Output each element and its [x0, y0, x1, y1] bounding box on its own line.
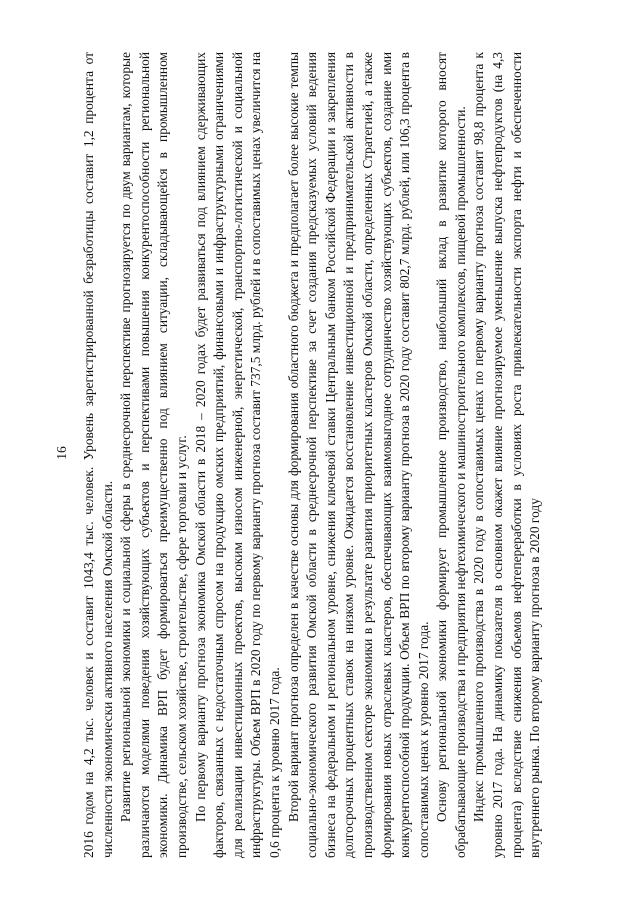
paragraph-4: Второй вариант прогноза определен в качестве основы для формирования областного бюджета и предполагает более высокие темпы социально-экономического развития Омской области в среднесрочной перспективе за счет создания предсказуемых условий ведения бизнеса на федеральном и региональном уровне, снижения ключевой ставки Центральным банком Российской Федерации и закрепления долгосрочных процентных ставок на низком уровне. Ожидается восстановление инвестиционной и предпринимательской активности в производственном секторе экономики в результате развития приоритетных кластеров Омской области, определенных Стратегией, а также формирования новых отраслевых кластеров, обеспечивающих взаимовыгодное сотрудничество хозяйствующих субъектов, создание ими конкурентоспособной продукции. Объем ВРП по второму варианту прогноза в 2020 году составит 802,7 млрд. рублей, или 106,3 процента в сопоставимых ценах к уровню 2017 года. — [285, 51, 431, 858]
paragraph-3: По первому варианту прогноза экономика Омской области в 2018 – 2020 годах будет развиваться под влиянием сдерживающих факторов, связанных с недостаточным спросом на продукцию омских предприятий, финансовыми и инфраструктурными ограничениями для реализации инвестиционных проектов, высоким износом инженерной, энергетической, транспортно-логистической и социальной инфраструктуры. Объем ВРП в 2020 году по первому варианту прогноза составит 737,5 млрд. рублей и в сопоставимых ценах увеличится на 0,6 процента к уровню 2017 года. — [192, 51, 282, 858]
paragraph-2: Развитие региональной экономики и социальной сферы в среднесрочной перспективе прогнозируется по двум вариантам, которые различаются моделями поведения хозяйствующих субъектов и перспективами повышения конкурентоспособности региональной экономики. Динамика ВРП будет формироваться преимущественно под влиянием ситуации, складывающейся в промышленном производстве, сельском хозяйстве, строительстве, сфере торговли и услуг. — [118, 51, 189, 858]
page-number: 16 — [54, 445, 69, 460]
paragraph-6: Индекс промышленного производства в 2020 году в сопоставимых ценах по первому варианту прогноза составит 98,8 процента к уровню 2017 года. На динамику показателя в основном окажет влияние прогнозируемое уменьшение выпуска нефтепродуктов (на 4,3 процента) вследствие снижения объемов нефтепереработки в условиях роста привлекательности экспорта нефти и обеспеченности внутреннего рынка. По второму варианту прогноза в 2020 году — [471, 51, 543, 858]
paragraph-5: Основу региональной экономики формирует промышленное производство, наибольший вклад в развитие которого вносят обрабатывающие производства и предприятия нефтехимического и машиностроительного комплексов, пищевой промышленности. — [434, 51, 468, 858]
rotated-content — [50, 42, 590, 864]
paragraph-1: 2016 годом на 4,2 тыс. человек и составит 1043,4 тыс. человек. Уровень зарегистрированной безработицы составит 1,2 процента от численности экономически активного населения Омской области. — [81, 51, 115, 858]
body-text — [80, 52, 545, 858]
